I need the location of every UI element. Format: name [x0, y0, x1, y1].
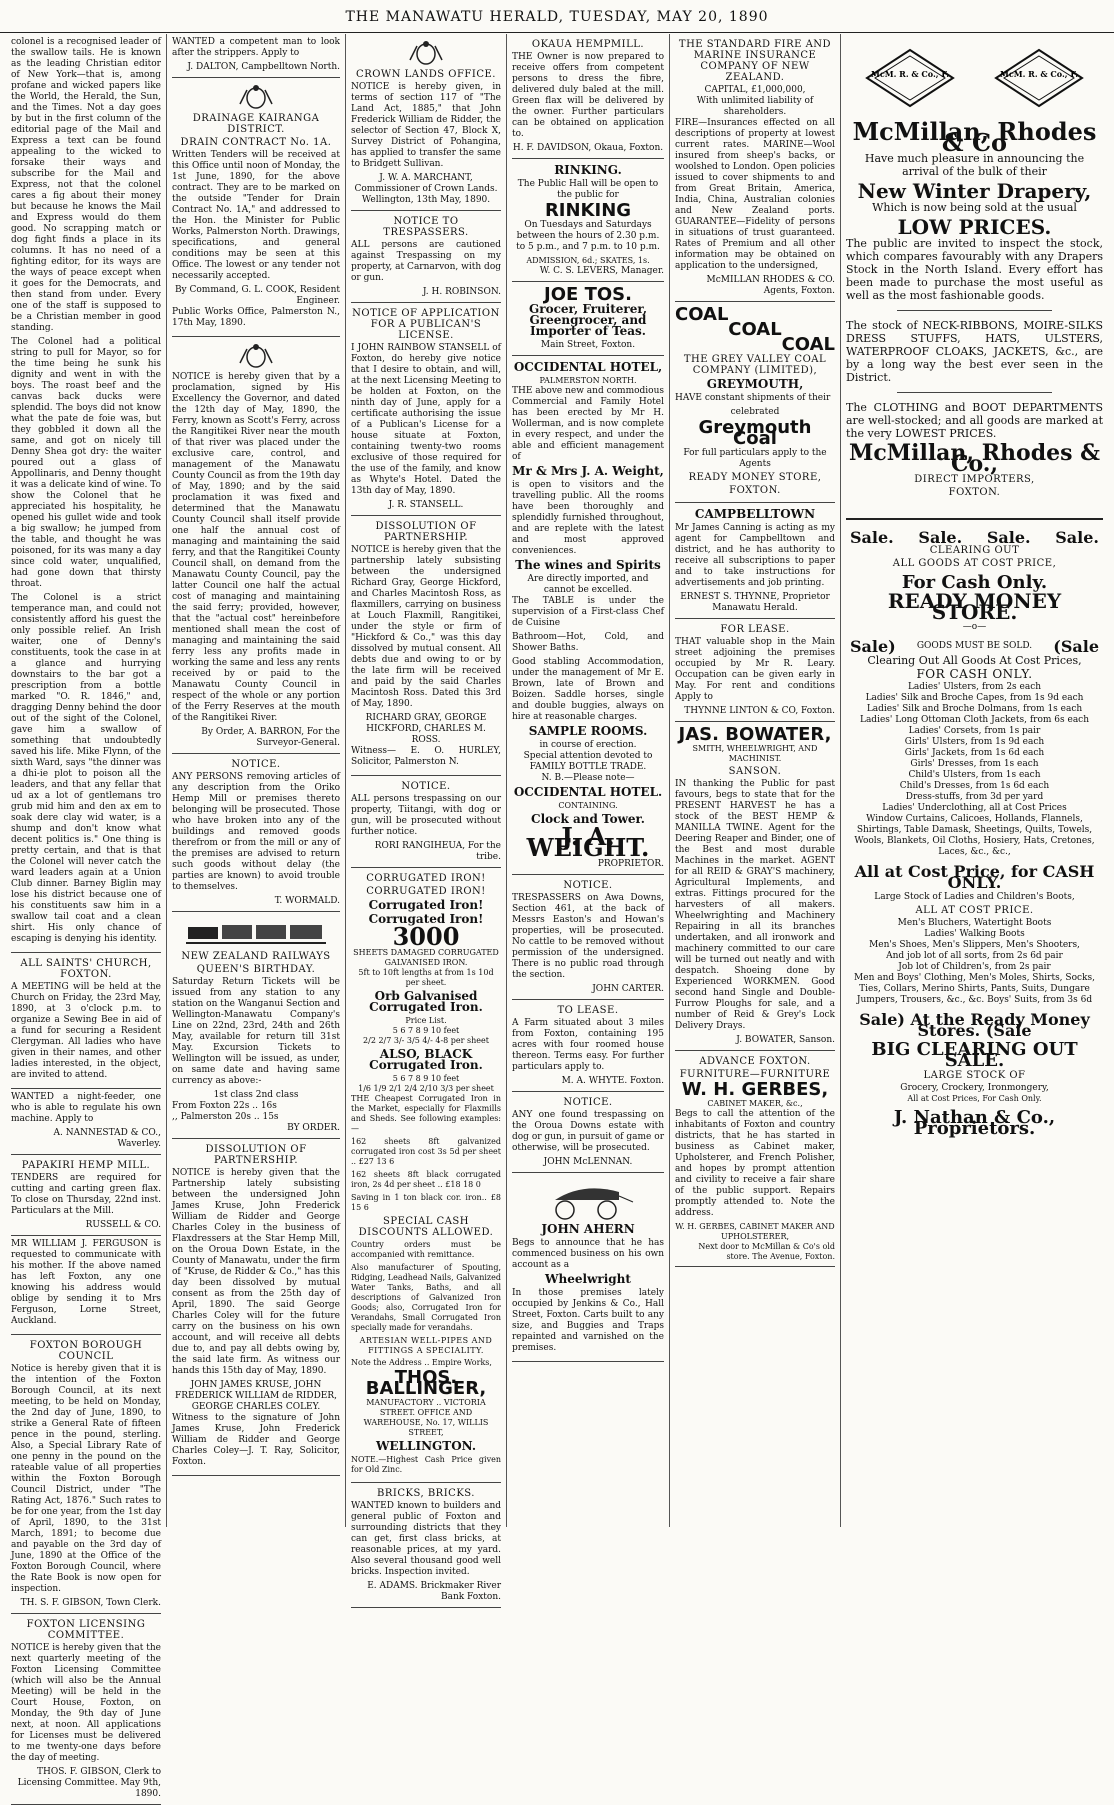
notice-body: TRESPASSERS on Awa Downs, Section 461, at the back of Messrs Easton's and Howan's properties, will be prosecuted. No cattle to be removed without permission of the undersigned. There is no public road through the section.	[512, 893, 664, 980]
divider-mark: —o—	[962, 622, 987, 632]
list-item: Men's Shoes, Men's Slippers, Men's Shooters,	[869, 940, 1080, 950]
nb-note: N. B.—Please note—	[541, 773, 635, 783]
proprietor: PROPRIETOR.	[597, 859, 664, 869]
story-p3: The Colonel is a strict temperance man, and could not consistently afford his guest the only possible relief. An Irish waiter, one of Denny's constituents, took the case in at a glance and hurrying downstairs to the bar got a prescription from a bottle marked "O. R. 1846," and, dragging Denny behind the door out of the sight of the Colonel, gave him a swallow of something that undoubtedly saved his life. Mike Flynn, of the sixth Ward, says "the dinner was a dhi-ie plot to poison all the leaders, and that any fellar that ud ax a lot of gentlemans tro grub mid him and den ax em to soak dere clay wid water, is a shump and don't know what decent politics is." One thing is pretty certain, and that is that the Colonel will never catch the ward leaders again at a Union Club dinner. Barney Biglin may lose his district because one of his constituents saw him in a swallow tail coat and a clean shirt. His only chance of escaping is denying his identity.	[11, 593, 161, 944]
bricks-ad	[351, 1483, 501, 1608]
railways-body: Saturday Return Tickets will be issued from any station to any station on the Wanganui Section and Wellington-Manawatu Company's Line on 22nd, 23rd, 24th and 26th May, available for return till 31st May. Excursion Tickets to Wellington will be issued, as under, on same date and having same currency as above:-	[172, 977, 340, 1086]
list-item: Girls' Dresses, from 1s each	[910, 759, 1039, 769]
notice2-body: ANY one found trespassing on the Oroua Downs estate with dog or gun, in pursuit of game or otherwise, will be prosecuted.	[512, 1110, 664, 1153]
stabling: Good stabling Accommodation, under the management of Mr E. Brown, late of Brown and Boizen. Saddle horses, single and double buggies, always on hire at reasonable charges.	[512, 657, 664, 722]
bowater-ad	[675, 722, 835, 1051]
all-cost: All at Cost Price, for CASH ONLY.	[854, 862, 1095, 892]
column-3	[346, 34, 507, 1602]
celebrated: celebrated	[730, 407, 780, 417]
at-ready: Sale) At the Ready Money Stores. (Sale	[859, 1010, 1090, 1040]
big-sale: BIG CLEARING OUT SALE.	[871, 1039, 1078, 1071]
rinking-sub: The Public Hall will be open to the public for	[517, 179, 659, 200]
list-item: And job lot of all sorts, from 2s 6d pair	[886, 951, 1063, 961]
rinking-title: RINKING.	[554, 163, 622, 177]
ferry-ad	[172, 337, 340, 754]
divider	[897, 392, 1051, 393]
cheapest: THE Cheapest Corrugated Iron in the Market, especially for Flaxmills and Sheds. See following examples:—	[351, 1094, 501, 1133]
hotel-manager: Mr & Mrs J. A. Weight,	[512, 464, 664, 478]
bathroom: Bathroom—Hot, Cold, and Shower Baths.	[512, 632, 664, 653]
clock-tower: Clock and Tower.	[531, 812, 645, 826]
boots-cost: ALL AT COST PRICE.	[915, 905, 1034, 916]
list-item: Girls' Ulsters, from 1s 9d each	[904, 737, 1045, 747]
hotel-title: OCCIDENTAL HOTEL,	[513, 360, 663, 374]
nightfeeder-body: WANTED a night-feeder, one who is able to regulate his own machine. Apply to	[11, 1092, 161, 1124]
must-be-sold: GOODS MUST BE SOLD.	[916, 641, 1033, 651]
price-row-4: 1/6 1/9 2/1 2/4 2/10 3/3 per sheet	[358, 1084, 494, 1093]
wheelwright: Wheelwright	[545, 1272, 631, 1286]
example-1: 162 sheets 8ft galvanized corrugated iron cost 3s 5d per sheet .. £27 13 6	[351, 1137, 501, 1166]
wellington: WELLINGTON.	[375, 1439, 477, 1453]
hotel-place: PALMERSTON NORTH.	[539, 376, 637, 385]
dissol-ad	[351, 516, 501, 776]
licensing-ad	[11, 1614, 161, 1805]
ahern-body: Begs to announce that he has commenced business on his own account as a	[512, 1238, 664, 1270]
tos-ad	[512, 282, 664, 356]
list-item: Ladies' Walking Boots	[924, 929, 1025, 939]
capital-sub: With unlimited liability of shareholders.	[696, 96, 814, 117]
insurance-ad	[675, 34, 835, 302]
example-3: Saving in 1 ton black cor. iron.. £8 15 6	[351, 1193, 501, 1212]
for-lease-title: FOR LEASE.	[720, 624, 790, 635]
rinking-admission: ADMISSION, 6d.; SKATES, 1s.	[526, 256, 650, 265]
grey-body: HAVE constant shipments of their	[675, 393, 831, 403]
papakiri-title: PAPAKIRI HEMP MILL.	[21, 1160, 151, 1171]
partnership-body: NOTICE is hereby given that the Partnership lately subsisting between the undersigned John James Kruse, John Frederick William de Ridder and George Charles Coley in the business of Flaxdressers at the Star Hemp Mill, on the Oroua Down Estate, in the County of Manawatu, under the firm of "Kruse, de Ridder & Co.," has this day been dissolved by mutual consent as from the 25th day of April, 1890. The said George Charles Coley will for the future carry on the business on his own account, and will receive all debts due to, and pay all debts owing by, the said late firm. As witness our hands this 15th day of May, 1890.	[172, 1168, 340, 1376]
licensing-sig: THOS. F. GIBSON, Clerk to Licensing Committee. May 9th, 1890.	[17, 1767, 161, 1799]
publican-sig: J. R. STANSELL.	[388, 500, 464, 510]
notice-ad	[172, 754, 340, 912]
rinking-ad	[512, 159, 664, 282]
goods-row	[850, 637, 1099, 656]
black-title: ALSO, BLACK Corrugated Iron.	[369, 1047, 483, 1072]
dissol-sig: RICHARD GRAY, GEORGE HICKFORD, CHARLES M. ROSS.	[365, 713, 487, 745]
notice-sig: RORI RANGIHEUA, For the tribe.	[374, 841, 501, 862]
gerbes-name: W. H. GERBES,	[681, 1079, 829, 1100]
bowater-body: IN thanking the Public for past favours, begs to state that for the PRESENT HARVEST he has a stock of the BEST HEMP & MANILLA TWINE. Agent for the Deering Reaper and Binder, one of the Best and most durable Machines in the market. AGENT for all REID & GRAY'S machinery, Agricultural Implements, and extras. Fittings procured for the harvesters of all makers. Wheelwrighting and Machinery Repairing in all its branches undertaken, and all ironwork and machinery committed to our care will be turned out neatly and with despatch. Shoeing done by Experienced WORKMEN. Good second hand Single and Double-Furrow Ploughs for sale, and a number of Reid & Grey's Lock Delivery Drays.	[675, 779, 835, 1031]
list-item: Ladies' Ulsters, from 2s each	[907, 682, 1042, 692]
hotel-ad	[512, 356, 664, 875]
sale-word: Sale.	[1055, 528, 1099, 547]
insurance-body: FIRE—Insurances effected on all descriptions of property at lowest current rates. MARINE—Wool insured from sheep's backs, or woolshed to London. Open policies issued to cover shipments to and from Great Britain, America, India, China, Australian colonies and New Zealand ports. GUARANTEE—Fidelity of persons in situations of trust guaranteed. Rates of Premium and all other information may be obtained on application to the undersigned,	[675, 118, 835, 271]
borough-title: FOXTON BOROUGH COUNCIL	[29, 1340, 143, 1362]
sale-word: Sale.	[918, 528, 963, 547]
column-2	[167, 34, 346, 1527]
publican-title: NOTICE OF APPLICATION FOR A PUBLICAN'S LICENSE.	[352, 308, 500, 341]
rinking-sig: W. C. S. LEVERS, Manager.	[539, 266, 664, 276]
church-ad	[11, 953, 161, 1089]
crown-body: NOTICE is hereby given, in terms of section 117 of "The Land Act, 1885," that John Frederick William de Ridder, the selector of Section 47, Block X, Survey District of Pohangina, has applied to transfer the same to Bridgett Sullivan.	[351, 82, 501, 169]
usual: Which is now being sold at the usual	[872, 201, 1077, 214]
columns	[6, 34, 1108, 1799]
dissol-title: DISSOLUTION OF PARTNERSHIP.	[375, 521, 477, 543]
trespass-body: ALL persons are cautioned against Trespassing on my property, at Carnarvon, with dog or gun.	[351, 240, 501, 283]
capital: CAPITAL, £1,000,000,	[704, 85, 806, 95]
drain-sig: By Command, G. L. COOK, Resident Engineer.	[174, 285, 340, 306]
drainage-ad	[172, 78, 340, 337]
coal-1: COAL	[675, 304, 729, 325]
iron-line-1: CORRUGATED IRON!	[366, 873, 486, 884]
coal-2: COAL	[728, 319, 782, 340]
gerbes-sig: W. H. GERBES, CABINET MAKER AND UPHOLSTERER,	[675, 1222, 835, 1241]
drain-date: Public Works Office, Palmerston N., 17th May, 1890.	[172, 307, 340, 328]
all-goods: ALL GOODS AT COST PRICE,	[892, 558, 1057, 569]
ferry-sig: By Order, A. BARRON, For the Surveyor-General.	[201, 727, 340, 748]
fare-row-2: ,, Palmerston 20s .. 15s	[172, 1112, 279, 1122]
licensing-body: NOTICE is hereby given that the next quarterly meeting of the Foxton Licensing Committee (which will also be the Annual Meeting) will be held in the Court House, Foxton, on Monday, the 9th day of June next, at noon. All applications for Licenses must be delivered to me twenty-one days before the day of meeting.	[11, 1643, 161, 1763]
lease-sig: M. A. WHYTE. Foxton.	[561, 1076, 664, 1086]
papakiri-ad	[11, 1155, 161, 1236]
wanted-body: WANTED a competent man to look after the strippers. Apply to	[172, 37, 340, 58]
ahern-ad	[512, 1173, 664, 1362]
all-cost-2: All at Cost Prices, For Cash Only.	[907, 1094, 1042, 1103]
sanson: SANSON.	[728, 766, 782, 777]
greymouth-coal: Greymouth Coal	[698, 417, 812, 449]
bowater-sig: J. BOWATER, Sanson.	[736, 1035, 835, 1045]
containing: CONTAINING.	[558, 801, 618, 810]
sample-rooms: SAMPLE ROOMS.	[528, 724, 648, 738]
tos-body: Grocer, Fruiterer, Greengrocer, and Importer of Teas.	[529, 302, 647, 338]
notice-sig: T. WORMALD.	[274, 896, 340, 906]
list-item: Child's Dresses, from 1s 6d each	[899, 781, 1050, 791]
coal-ad	[675, 302, 835, 503]
coal-3: COAL	[781, 334, 835, 355]
sale-word: Sale.	[850, 528, 894, 547]
clearing-2: Clearing Out All Goods At Cost Prices,	[867, 654, 1082, 667]
iron-line-3: Corrugated Iron!	[368, 898, 484, 912]
sale-row	[850, 528, 1099, 547]
greymouth: GREYMOUTH,	[706, 377, 804, 391]
list-item: Window Curtains, Calicoes, Hollands, Flannels, Shirtings, Table Damask, Sheetings, Quilts, Towels, Wools, Blankets, Oil Cloths, Hosiery, Hats, Cretones, Laces, &c., &c.,	[854, 814, 1095, 857]
cash-only: For Cash Only.	[901, 572, 1048, 593]
sale-left: Sale)	[850, 637, 896, 656]
list-item: Ladies' Corsets, from 1s pair	[908, 726, 1041, 736]
crown-title: CROWN LANDS OFFICE.	[356, 69, 496, 80]
iron-ad	[351, 868, 501, 1483]
direct-importers: DIRECT IMPORTERS,	[914, 474, 1035, 485]
railways-ad	[172, 912, 340, 1139]
column-5	[670, 34, 841, 1527]
borough-body: Notice is hereby given that it is the intention of the Foxton Borough Council, at its next meeting, to be held on Monday, the 2nd day of June, 1890, to strike a General Rate of fifteen pence in the pound, sterling. Also, a Special Library Rate of one penny in the pound on the rateable value of all properties within the Foxton Borough Council District, under "The Rating Act, 1876." Such rates to be for one year, from the 1st day of April, 1890, to the 31st March, 1891; to become due and payable on the 3rd day of June, 1890 at the Office of the Foxton Borough Council, where the Rate Book is now open for inspection.	[11, 1364, 161, 1594]
iron-sheets: SHEETS DAMAGED CORRUGATED GALVANISED IRON.	[353, 948, 499, 967]
okaua-ad	[512, 34, 664, 159]
grey-valley: THE GREY VALLEY COAL COMPANY (LIMITED),	[683, 354, 827, 376]
notice-title: NOTICE.	[231, 759, 281, 770]
list-item: Dress-stuffs, from 3d per yard	[905, 792, 1044, 802]
insurance-title: THE STANDARD FIRE AND MARINE INSURANCE COMPANY OF NEW ZEALAND.	[678, 39, 832, 83]
drapery: New Winter Drapery,	[857, 179, 1092, 203]
papakiri-body: TENDERS are required for cutting and carting green flax. To close on Thursday, 22nd inst. Particulars at the Mill.	[11, 1173, 161, 1216]
orb-title: Orb Galvanised Corrugated Iron.	[369, 989, 483, 1014]
table-note: The TABLE is under the supervision of a First-class Chef de Cuisine	[512, 596, 664, 628]
iron-number: 3000	[392, 922, 460, 951]
ferguson-ad	[11, 1236, 161, 1335]
full-particulars: For full particulars apply to the Agents	[683, 448, 827, 469]
list-item: Ladies' Underclothing, all at Cost Prices	[882, 803, 1067, 813]
special-attention: Special attention devoted to FAMILY BOTTLE TRADE.	[523, 751, 653, 772]
coal-foxton: FOXTON.	[729, 485, 781, 496]
weight-name: J. A. WEIGHT.	[526, 822, 650, 862]
bowater-sub: SMITH, WHEELWRIGHT, AND MACHINIST.	[692, 744, 818, 763]
public-invite: The public are invited to inspect the stock, which compares favourably with any Drapers Stock in the North Island. Every effort has been made to purchase the most useful as well as the most fashionable goods.	[846, 237, 1103, 302]
rinking-big: RINKING	[544, 200, 632, 221]
cash-discounts: SPECIAL CASH DISCOUNTS ALLOWED.	[358, 1216, 494, 1238]
wanted-ad	[172, 34, 340, 78]
price-row-3: 5 6 7 8 9 10 feet	[392, 1074, 460, 1083]
railways-sig: BY ORDER.	[287, 1123, 340, 1133]
notice-body: ALL persons trespassing on our property, Tiitangi, with dog or gun, will be prosecuted without further notice.	[351, 794, 501, 837]
list-item: Men's Bluchers, Watertight Boots	[897, 918, 1052, 928]
grocery: Grocery, Crockery, Ironmongery,	[900, 1083, 1049, 1093]
artesian: ARTESIAN WELL-PIPES AND FITTINGS A SPECIALITY.	[359, 1336, 493, 1355]
occidental-2: OCCIDENTAL HOTEL.	[513, 785, 663, 799]
rinking-body: On Tuesdays and Saturdays between the hours of 2.30 p.m. to 5 p.m., and 7 p.m. to 10 p.m.	[516, 220, 660, 252]
boots-list	[846, 918, 1103, 1006]
borough-sig: TH. S. F. GIBSON, Town Clerk.	[20, 1598, 161, 1608]
campbelltown-body: Mr James Canning is acting as my agent for Campbelltown and district, and he has authority to receive all subscriptions to paper and to take instructions for advertisements and job printing.	[675, 523, 835, 588]
railways-title: NEW ZEALAND RAILWAYS	[181, 951, 331, 962]
divider	[897, 310, 1051, 311]
ahern-body-2: In those premises lately occupied by Jenkins & Co., Hall Street, Foxton. Carts built to any size, and Buggies and Traps repainted and varnished on the premises.	[512, 1288, 664, 1353]
dissol-body: NOTICE is hereby given that the partnership lately subsisting between the undersigned Richard Gray, George Hickford, and Charles Macintosh Ross, as flaxmillers, carrying on business at Louch Flaxmill, Rangitikei, under the style or firm of "Hickford & Co.," was this day dissolved by mutual consent. All debts due and owing to or by the late firm will be received and paid by the said Charles Macintosh Ross. Dated this 3rd of May, 1890.	[351, 545, 501, 709]
trespass-sig: J. H. ROBINSON.	[422, 287, 501, 297]
mcmillan-title: McMillan, Rhodes & Co	[852, 117, 1097, 157]
crown-ad	[351, 34, 501, 211]
carriage-icon	[543, 1180, 633, 1220]
logo-diamond-icon	[994, 48, 1084, 108]
neck-ribbons: The stock of NECK-RIBBONS, MOIRE-SILKS DRESS STUFFS, HATS, ULSTERS, WATERPROOF CLOAKS, JACKETS, &c., are by a long way the best ever seen in the District.	[846, 319, 1103, 384]
furniture: FURNITURE—FURNITURE	[679, 1069, 831, 1080]
example-2: 162 sheets 8ft black corrugated iron, 2s 4d per sheet .. £18 18 0	[351, 1170, 501, 1189]
papakiri-sig: RUSSELL & CO.	[85, 1220, 161, 1230]
sale-word: Sale.	[986, 528, 1031, 547]
notice-body: ANY PERSONS removing articles of any description from the Oriko Hemp Mill or premises thereto belonging will be prosecuted. Those who have broken into any of the buildings and removed goods therefrom or from the mill or any of the premises are advised to return such goods without delay (the parties are known) to avoid trouble to themselves.	[172, 772, 340, 892]
publican-body: I JOHN RAINBOW STANSELL of Foxton, do hereby give notice that I desire to obtain, and will, at the next Licensing Meeting to be holden at Foxton, on the ninth day of June, apply for a certificate authorising the issue of a Publican's License for a house situate at Foxton, containing twenty-two rooms exclusive of those required for the use of the family, and know as Whyte's Hotel. Dated the 13th day of May, 1890.	[351, 343, 501, 496]
wines: The wines and Spirits	[515, 558, 661, 572]
hotel-body-2: is open to visitors and the travelling public. All the rooms have been thoroughly and splendidly furnished throughout, and are replete with the latest and most approved conveniences.	[512, 480, 664, 556]
crest-icon	[236, 343, 276, 369]
bricks-sig: E. ADAMS. Brickmaker River Bank Foxton.	[367, 1581, 501, 1602]
country-orders: Country orders must be accompanied with remittance.	[351, 1240, 501, 1259]
boots-intro: Large Stock of Ladies and Children's Boots,	[874, 892, 1075, 902]
column-4	[507, 34, 670, 1527]
advance-foxton: ADVANCE FOXTON.	[699, 1056, 811, 1067]
logo-row	[846, 34, 1103, 118]
sale-right: (Sale	[1053, 637, 1099, 656]
gerbes-ad	[675, 1051, 835, 1267]
for-lease-body: THAT valuable shop in the Main street adjoining the premises occupied by Mr R. Leary. Occupation can be given early in May. For rent and conditions Apply to	[675, 637, 835, 702]
insurance-sig: McMILLAN RHODES & CO. Agents, Foxton.	[706, 275, 835, 296]
gerbes-body: Begs to call the attention of the inhabitants of Foxton and country districts, that he has started in business as Cabinet maker, Upholsterer, and French Polisher, and hopes by prompt attention and civility to receive a fair share of the public support. Repairs promptly attended to. Note the address.	[675, 1109, 835, 1218]
iron-line-4: Corrugated Iron!	[368, 912, 484, 926]
campbelltown-sig: ERNEST S. THYNNE, Proprietor Manawatu Herald.	[680, 592, 830, 613]
drain-body: Written Tenders will be received at this Office until noon of Monday, the 1st June, 1890, for the above contract. They are to be marked on the outside "Tender for Drain Contract No. 1A," and addressed to the Hon. the Minister for Public Works, Palmerston North. Drawings, specifications, and general conditions may be seen at this Office. The lowest or any tender not necessarily accepted.	[172, 150, 340, 281]
list-item: Job lot of Children's, from 2s pair	[898, 962, 1051, 972]
sample-sub: in course of erection.	[539, 740, 637, 750]
column-6	[841, 34, 1108, 1527]
partnership-sig: JOHN JAMES KRUSE, JOHN FREDERICK WILLIAM de RIDDER, GEORGE CHARLES COLEY.	[175, 1380, 337, 1412]
story-p1: colonel is a recognised leader of the swallow tails. He is known as the leading Christian editor of New York—that is, among profane and wicked papers like the World, the Herald, the Sun, and the Times. Not a day goes by but in the first column of the editorial page of the Mail and Express a text can be found appealing to the wicked to forsake their ways and subscribe for the Mail and Express, not that the colonel cares a fig about their money but because he knows the Mail and Express would do them good. No scrapping match or dog fight finds a place in its columns. It has no need of a fighting editor, for its ways are the ways of peace except when it goes for the Democrats, and then stand from under. Every one of the staff is supposed to be a Christian member in good standing.	[11, 37, 161, 333]
ready-money-store: READY MONEY STORE.	[887, 589, 1062, 624]
for-lease-ad	[675, 619, 835, 722]
lease-title: TO LEASE.	[557, 1005, 619, 1016]
okaua-sig: H. F. DAVIDSON, Okaua, Foxton.	[512, 143, 664, 153]
nathan: J. Nathan & Co., Proprietors.	[893, 1107, 1056, 1139]
nightfeeder-sig: A. NANNESTAD & CO., Waverley.	[53, 1128, 161, 1149]
ahern-name: JOHN AHERN	[541, 1222, 635, 1236]
wanted-sig: J. DALTON, Campbelltown North.	[187, 62, 340, 72]
okaua-body: THE Owner is now prepared to receive offers from competent persons to dress the fibre, delivered duly baled at the mill. Green flax will be delivered by the owner. Further particulars can be obtained on application to.	[512, 52, 664, 139]
list-item: Ladies' Silk and Broche Dolmans, from 1s each	[866, 704, 1083, 714]
fare-row-1: From Foxton 22s .. 16s	[172, 1101, 277, 1111]
mcmillan-ad	[846, 34, 1103, 498]
mcmillan-title-2: McMillan, Rhodes & Co.,	[849, 440, 1100, 477]
list-item: Child's Ulsters, from 1s each	[908, 770, 1041, 780]
ballinger-sub: MANUFACTORY .. VICTORIA STREET. OFFICE AND WAREHOUSE, No. 17, WILLIS STREET,	[363, 1398, 489, 1437]
mclennan-notice	[512, 1092, 664, 1173]
goods-list	[846, 682, 1103, 858]
gerbes-sub: CABINET MAKER, &c.,	[707, 1099, 803, 1108]
lease-ad	[512, 1000, 664, 1092]
bricks-body: WANTED known to builders and general public of Foxton and surrounding districts that they can get, first class bricks, at reasonable prices, at my yard. Also several thousand good well bricks. Inspection invited.	[351, 1501, 501, 1577]
bowater-name: JAS. BOWATER,	[678, 724, 832, 745]
nightfeeder-ad	[11, 1089, 161, 1155]
low-prices: LOW PRICES.	[897, 215, 1052, 239]
address-note: Note the Address .. Empire Works,	[351, 1358, 492, 1367]
list-item: Ladies' Silk and Broche Capes, from 1s 9d each	[865, 693, 1084, 703]
borough-ad	[11, 1335, 161, 1614]
tos-address: Main Street, Foxton.	[540, 340, 636, 350]
story	[11, 34, 161, 953]
column-1	[6, 34, 167, 1799]
price-list-label: Price List.	[405, 1016, 447, 1025]
logo-text-left: McM. R. & Co., F.	[871, 69, 950, 79]
campbelltown-title: CAMPBELLTOWN	[694, 507, 816, 521]
drain-contract: DRAIN CONTRACT No. 1A.	[180, 137, 332, 148]
lease-body: A Farm situated about 3 miles from Foxton, containing 195 acres with four roomed house thereon. Terms easy. For further particulars apply to.	[512, 1018, 664, 1072]
hotel-body: THE above new and commodious Commercial and Family Hotel has been erected by Mr H. Wollerman, and is now complete in every respect, and under the able and efficient management of	[512, 386, 664, 462]
notice-sig: JOHN CARTER.	[592, 984, 664, 994]
campbelltown-ad	[675, 503, 835, 619]
crest-icon	[236, 84, 276, 110]
ready-money: READY MONEY STORE,	[688, 472, 822, 483]
logo-diamond-icon	[865, 48, 955, 108]
trespass-title: NOTICE TO TRESPASSERS.	[383, 216, 469, 238]
tos-name: JOE TOS.	[544, 284, 632, 305]
notice-title: NOTICE.	[563, 880, 613, 891]
clearing-out: CLEARING OUT	[929, 545, 1020, 556]
publican-ad	[351, 303, 501, 516]
clothing: The CLOTHING and BOOT DEPARTMENTS are well-stocked; and all goods are marked at the very LOWEST PRICES.	[846, 401, 1103, 440]
ferguson-body: MR WILLIAM J. FERGUSON is requested to communicate with his mother. If the above named has left Foxton, any one knowing his address would oblige by sending it to Mrs Ferguson, Lorne Street, Auckland.	[11, 1239, 161, 1326]
trespass-ad	[351, 211, 501, 303]
price-row-1: 5 6 7 8 9 10 feet	[392, 1026, 460, 1035]
list-item: Girls' Jackets, from 1s 6d each	[904, 748, 1045, 758]
mcmillan-foxton: FOXTON.	[948, 487, 1001, 498]
train-icon	[186, 919, 326, 947]
partnership-title: DISSOLUTION OF PARTNERSHIP.	[205, 1144, 307, 1166]
gerbes-address: Next door to McMillan & Co's old store. The Avenue, Foxton.	[698, 1242, 835, 1261]
carter-notice	[512, 875, 664, 1000]
price-row-2: 2/2 2/7 3/- 3/5 4/- 4-8 per sheet	[363, 1036, 489, 1045]
for-lease-sig: THYNNE LINTON & CO, Foxton.	[684, 706, 835, 716]
for-cash: FOR CASH ONLY.	[916, 667, 1033, 681]
drainage-title: DRAINAGE KAIRANGA DISTRICT.	[192, 113, 320, 135]
nathan-ad	[846, 518, 1103, 1139]
list-item: Men and Boys' Clothing, Men's Moles, Shirts, Socks, Ties, Collars, Merino Shirts, Pants, Suits, Dungare Jumpers, Trousers, &c., &c. Boys' Suits, from 3s 6d	[854, 973, 1095, 1005]
crest-icon	[406, 40, 446, 66]
notice-ad	[351, 776, 501, 868]
iron-line-2: CORRUGATED IRON!	[366, 886, 486, 897]
licensing-title: FOXTON LICENSING COMMITTEE.	[26, 1619, 146, 1641]
notice-title: NOTICE.	[401, 781, 451, 792]
church-title: ALL SAINTS' CHURCH, FOXTON.	[20, 958, 152, 980]
ballinger-name: THOS. BALLINGER,	[365, 1367, 487, 1399]
dissol-witness: Witness— E. O. HURLEY, Solicitor, Palmerston N.	[351, 746, 501, 767]
crown-sig: J. W. A. MARCHANT, Commissioner of Crown Lands. Wellington, 13th May, 1890.	[354, 173, 498, 205]
bricks-title: BRICKS, BRICKS.	[377, 1488, 475, 1499]
iron-lengths: 5ft to 10ft lengths at from 1s 10d per sheet.	[358, 968, 494, 987]
list-item: Ladies' Long Ottoman Cloth Jackets, from 6s each	[859, 715, 1090, 725]
masthead: THE MANAWATU HERALD, TUESDAY, MAY 20, 1890	[0, 6, 1114, 33]
manufacturer: Also manufacturer of Spouting, Ridging, Leadhead Nails, Galvanized Water Tanks, Baths, and all descriptions of Galvanized Iron Goods; also, Corrugated Iron for Verandahs, Small Corrugated Iron specially made for verandahs.	[351, 1263, 501, 1332]
intro: Have much pleasure in announcing the arrival of the bulk of their	[864, 152, 1085, 178]
partnership-ad	[172, 1139, 340, 1476]
story-p2: The Colonel had a political string to pull for Mayor, so for the time being he sunk his dignity and went in with the boys. The roast beef and the canvas back ducks were splendid. The boys did not know what the pate de foie was, but they gobbled it down all the same, and got on nicely till Denny Shea got dry: the waiter poured out a glass of Appollinaris, and Denny thought it was a delicate kind of wine. To show the Colonel that he appreciated his hospitality, he opened his gullet wide and took a big swallow; he jumped from the table, and thought he was poisoned, for its was many a day since cold water, unqualified, had gone down that thirsty throat.	[11, 337, 161, 589]
partnership-witness: Witness to the signature of John James Kruse, John Frederick William de Ridder and George Charles Coley—J. T. Ray, Solicitor, Foxton.	[172, 1413, 340, 1467]
zinc-note: NOTE.—Highest Cash Price given for Old Zinc.	[351, 1455, 501, 1474]
ferry-body: NOTICE is hereby given that by a proclamation, signed by His Excellency the Governor, and dated the 12th day of May, 1890, the Ferry, known as Scott's Ferry, across the Rangitikei River near the mouth of that river was placed under the exclusive care, control, and management of the Manawatu County Council as from the 19th day of May, 1890; and by the said proclamation it was fixed and determined that the Manawatu County Council shall itself provide one half the annual cost of managing and maintaining the said ferry, and that the Rangitikei County Council shall, on demand from the Manawatu County Council, pay the latter Council one half the actual cost of managing and maintaining the said ferry; provided, however, that the "actual cost" hereinbefore mentioned shall mean the cost of managing and maintaining the said ferry less any profits made in working the same and less any rents received by or paid to the Manawatu County Council in respect of the whole or any portion of the Ferry Reserves at the mouth of the Rangitikei River.	[172, 372, 340, 723]
notice2-title: NOTICE.	[563, 1097, 613, 1108]
okaua-title: OKAUA HEMPMILL.	[531, 39, 645, 50]
birthday-title: QUEEN'S BIRTHDAY.	[196, 964, 316, 975]
logo-text-right: McM. R. & Co., F.	[999, 69, 1078, 79]
large-stock: LARGE STOCK OF	[923, 1070, 1026, 1081]
notice2-sig: JOHN McLENNAN.	[543, 1157, 633, 1167]
wines-sub: Are directly imported, and cannot be excelled.	[527, 574, 649, 595]
fare-head: 1st class 2nd class	[213, 1090, 299, 1100]
church-body: A MEETING will be held at the Church on Friday, the 23rd May, 1890, at 3 o'clock p.m. to organize a Sewing Bee in aid of a fund for securing a Resident Clergyman. All ladies who have given in their names, and other ladies interested, in the object, are invited to attend.	[11, 982, 161, 1080]
